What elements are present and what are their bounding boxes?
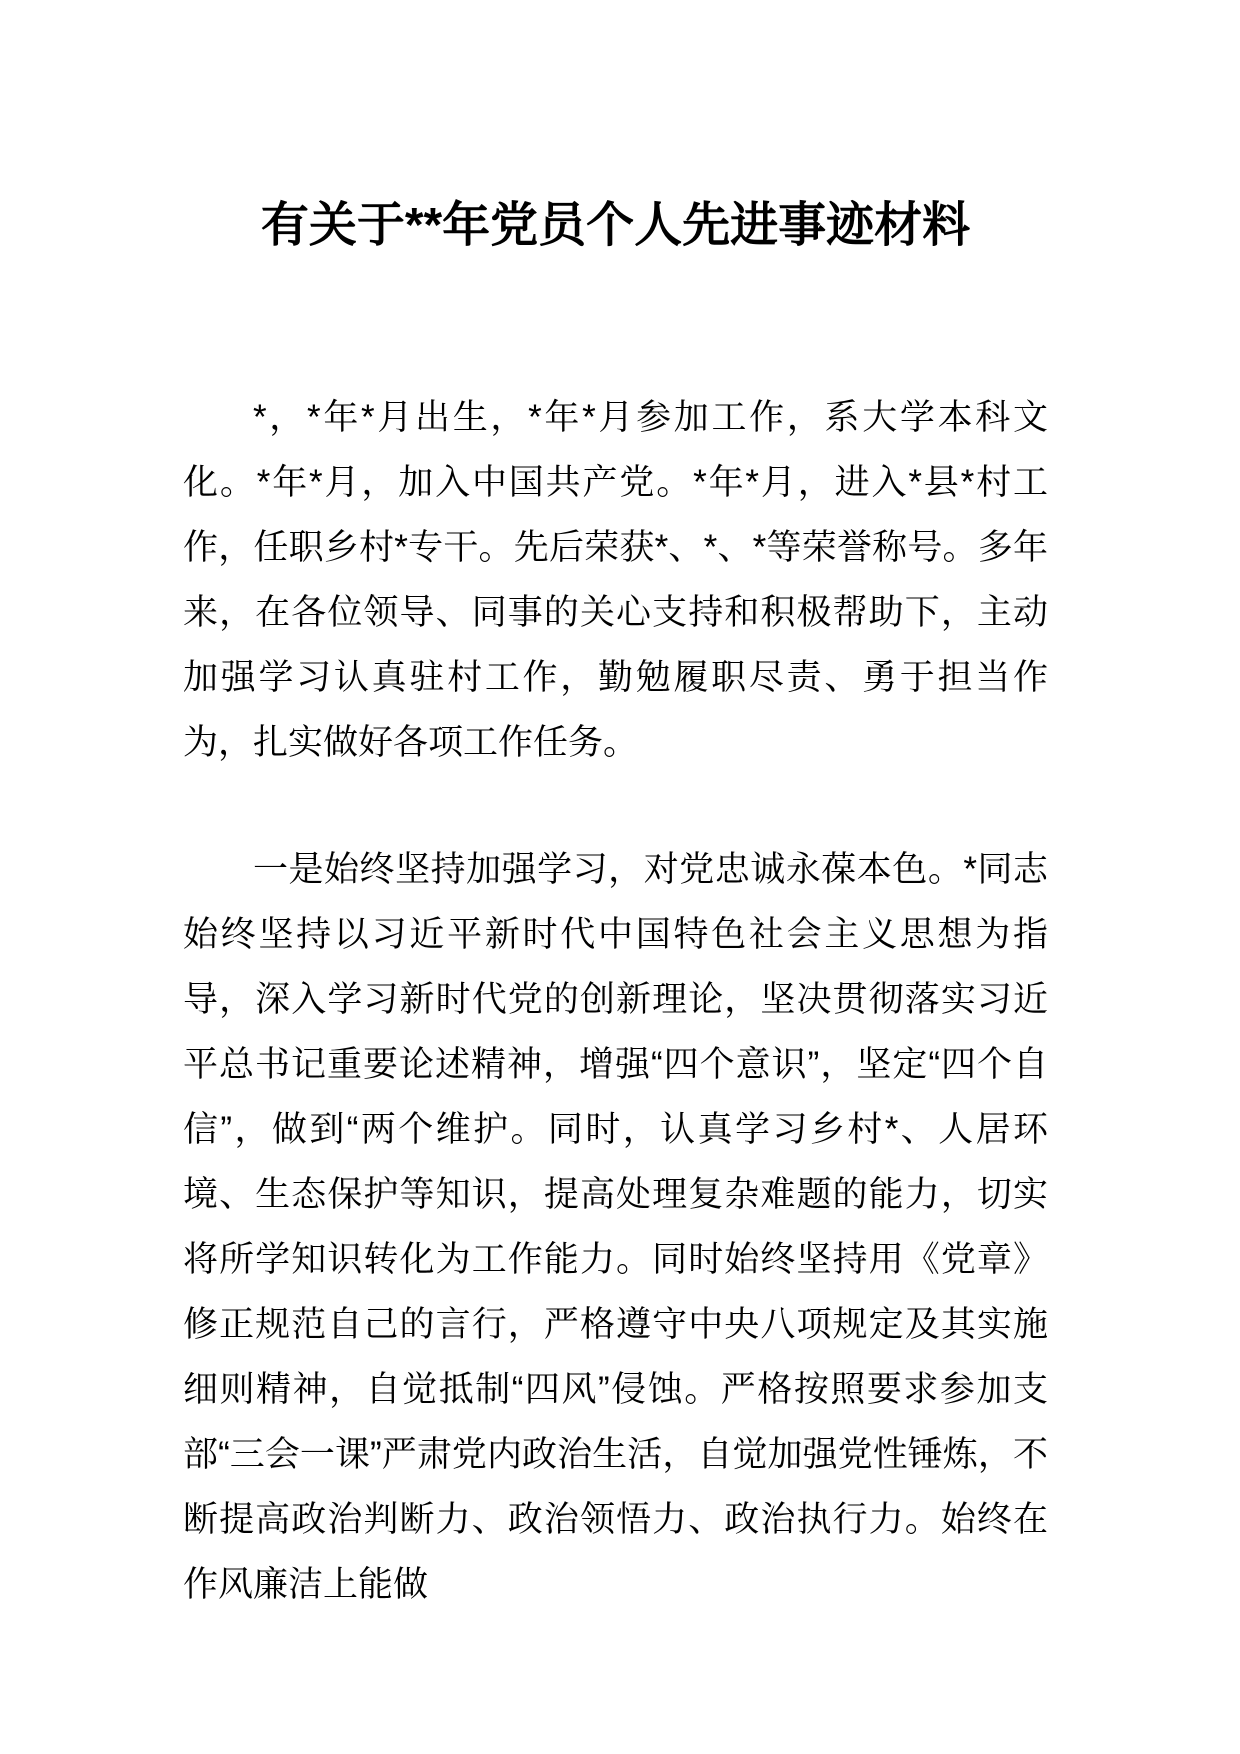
document-content [183,0,1048,1617]
document-title: 有关于**年党员个人先进事迹材料 [260,199,971,252]
paragraph-intro: *，*年*月出生，*年*月参加工作，系大学本科文化。*年*月，加入中国共产党。*年*月，进入*县*村工作，任职乡村*专干。先后荣获*、*、*等荣誉称号。多年来，在各位领导、同事的关心支持和积极帮助下，主动加强学习认真驻村工作，勤勉履职尽责、勇于担当作为，扎实做好各项工作任务。 [183,398,1048,762]
paragraph-section-one: 一是始终坚持加强学习，对党忠诚永葆本色。*同志始终坚持以习近平新时代中国特色社会主义思想为指导，深入学习新时代党的创新理论，坚决贯彻落实习近平总书记重要论述精神，增强“四个意识”，坚定“四个自信”，做到“两个维护。同时，认真学习乡村*、人居环境、生态保护等知识，提高处理复杂难题的能力，切实将所学知识转化为工作能力。同时始终坚持用《党章》修正规范自己的言行，严格遵守中央八项规定及其实施细则精神，自觉抵制“四风”侵蚀。严格按照要求参加支部“三会一课”严肃党内政治生活，自觉加强党性锤炼，不断提高政治判断力、政治领悟力、政治执行力。始终在作风廉洁上能做 [183,850,1048,1604]
